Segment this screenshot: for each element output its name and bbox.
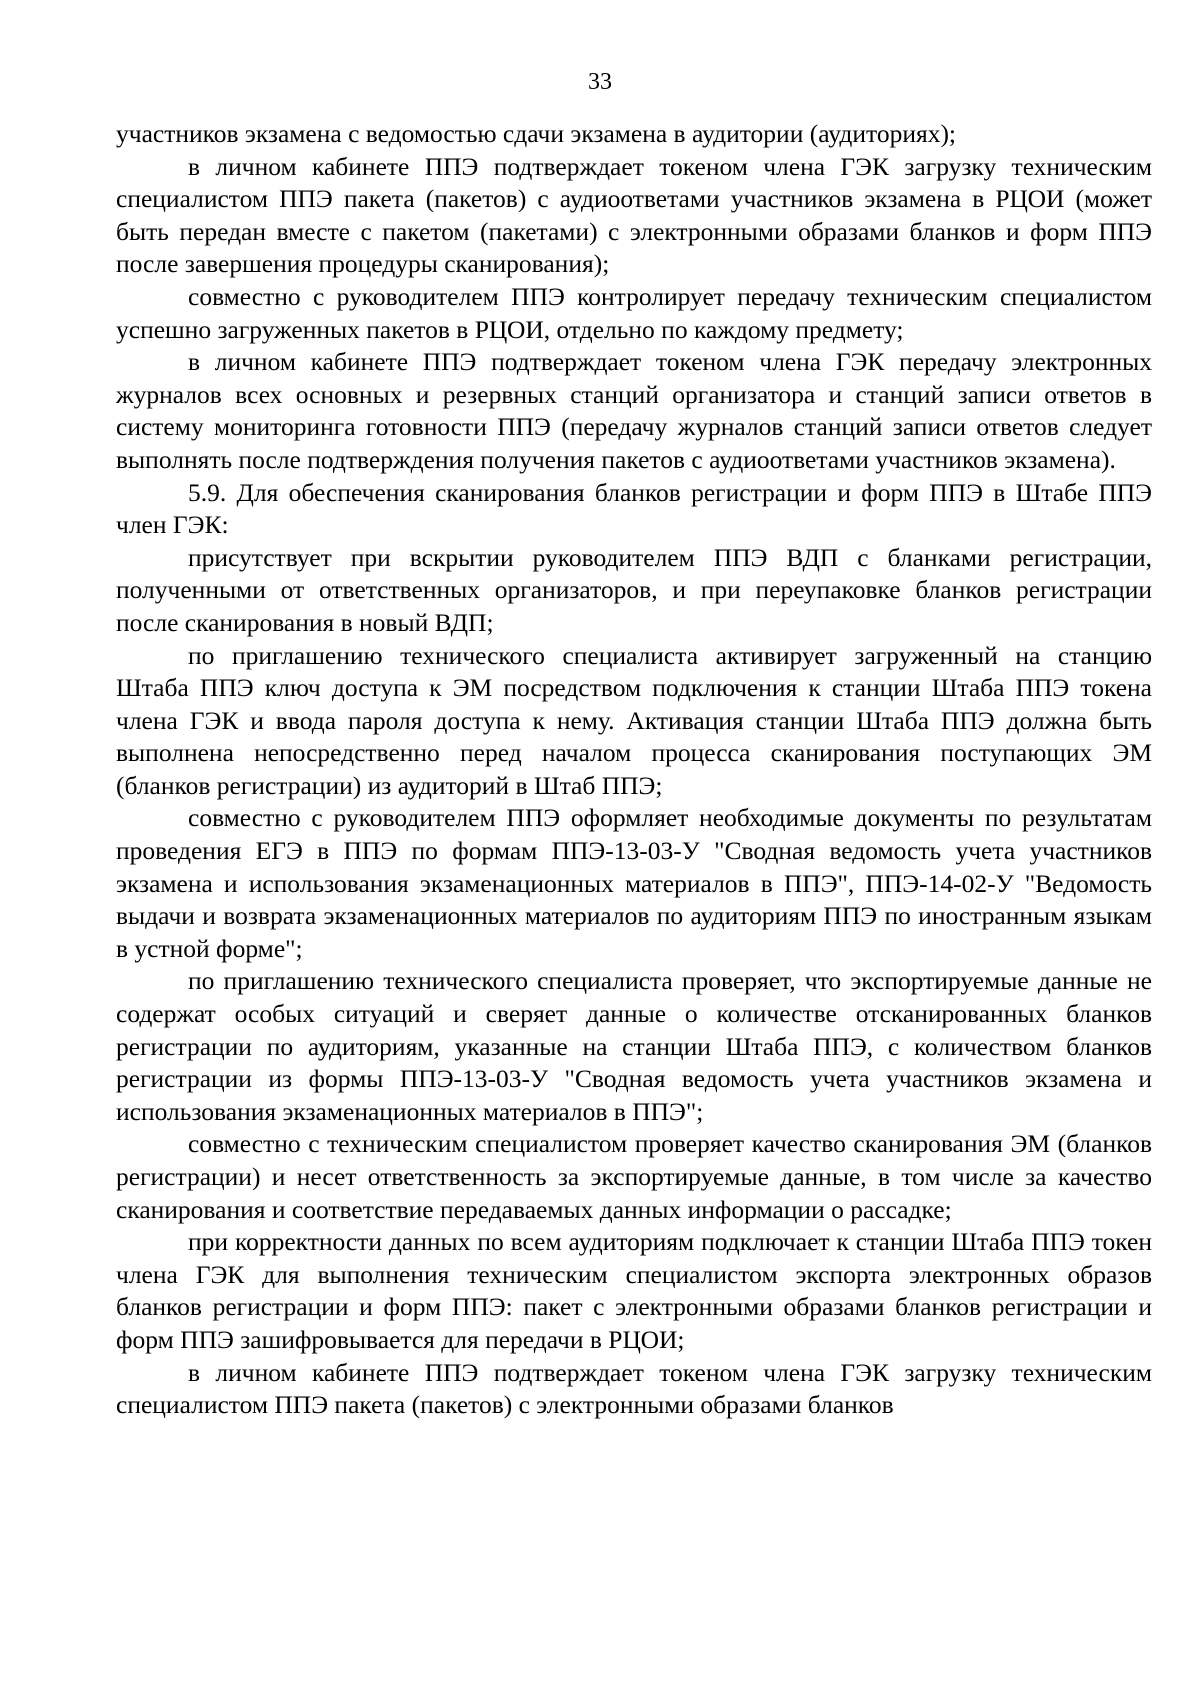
paragraph-2: в личном кабинете ППЭ подтверждает токеном члена ГЭК загрузку техническим специалистом ППЭ пакета (пакетов) с аудиоответами участников экзамена в РЦОИ (может быть передан вместе с пакетом (пакетами) с электронными образами бланков и форм ППЭ после завершения процедуры сканирования); [116,151,1152,279]
paragraph-11: при корректности данных по всем аудиториям подключает к станции Штаба ППЭ токен члена ГЭК для выполнения техническим специалистом экспорта электронных образов бланков регистрации и форм ППЭ: пакет с электронными образами бланков регистрации и форм ППЭ зашифровывается для передачи в РЦОИ; [116,1227,1152,1354]
paragraph-8: совместно с руководителем ППЭ оформляет необходимые документы по результатам проведения ЕГЭ в ППЭ по формам ППЭ-13-03-У "Сводная ведомость учета участников экзамена и использования экзаменационных материалов в ППЭ", ППЭ-14-02-У "Ведомость выдачи и возврата экзаменационных материалов по аудиториям ППЭ по иностранным языкам в устной форме"; [116,803,1152,963]
paragraph-3: совместно с руководителем ППЭ контролирует передачу техническим специалистом успешно загруженных пакетов в РЦОИ, отдельно по каждому предмету; [116,281,1152,344]
page-number: 33 [588,69,612,95]
paragraph-4: в личном кабинете ППЭ подтверждает токеном члена ГЭК передачу электронных журналов всех основных и резервных станций организатора и станций записи ответов в систему мониторинга готовности ППЭ (передачу журналов станций записи ответов следует выполнять после подтверждения получения пакетов с аудиоответами участников экзамена). [116,347,1152,474]
paragraph-7: по приглашению технического специалиста активирует загруженный на станцию Штаба ППЭ ключ доступа к ЭМ посредством подключения к станции Штаба ППЭ токена члена ГЭК и ввода пароля доступа к нему. Активация станции Штаба ППЭ должна быть выполнена непосредственно перед началом процесса сканирования поступающих ЭМ (бланков регистрации) из аудиторий в Штаб ППЭ; [116,640,1152,800]
document-body [116,118,1152,1422]
paragraph-6: присутствует при вскрытии руководителем ППЭ ВДП с бланками регистрации, полученными от ответственных организаторов, и при переупаковке бланков регистрации после сканирования в новый ВДП; [116,542,1152,637]
section-5-9-heading: 5.9. Для обеспечения сканирования бланков регистрации и форм ППЭ в Штабе ППЭ член ГЭК: [116,477,1152,540]
paragraph-1: участников экзамена с ведомостью сдачи экзамена в аудитории (аудиториях); [116,119,957,148]
paragraph-9: по приглашению технического специалиста проверяет, что экспортируемые данные не содержат особых ситуаций и сверяет данные о количестве отсканированных бланков регистрации по аудиториям, указанные на станции Штаба ППЭ, с количеством бланков регистрации из формы ППЭ-13-03-У "Сводная ведомость учета участников экзамена и использования экзаменационных материалов в ППЭ"; [116,966,1152,1126]
paragraph-10: совместно с техническим специалистом проверяет качество сканирования ЭМ (бланков регистрации) и несет ответственность за экспортируемые данные, в том числе за качество сканирования и соответствие передаваемых данных информации о рассадке; [116,1129,1152,1224]
paragraph-12: в личном кабинете ППЭ подтверждает токеном члена ГЭК загрузку техническим специалистом ППЭ пакета (пакетов) с электронными образами бланков [116,1357,1152,1420]
